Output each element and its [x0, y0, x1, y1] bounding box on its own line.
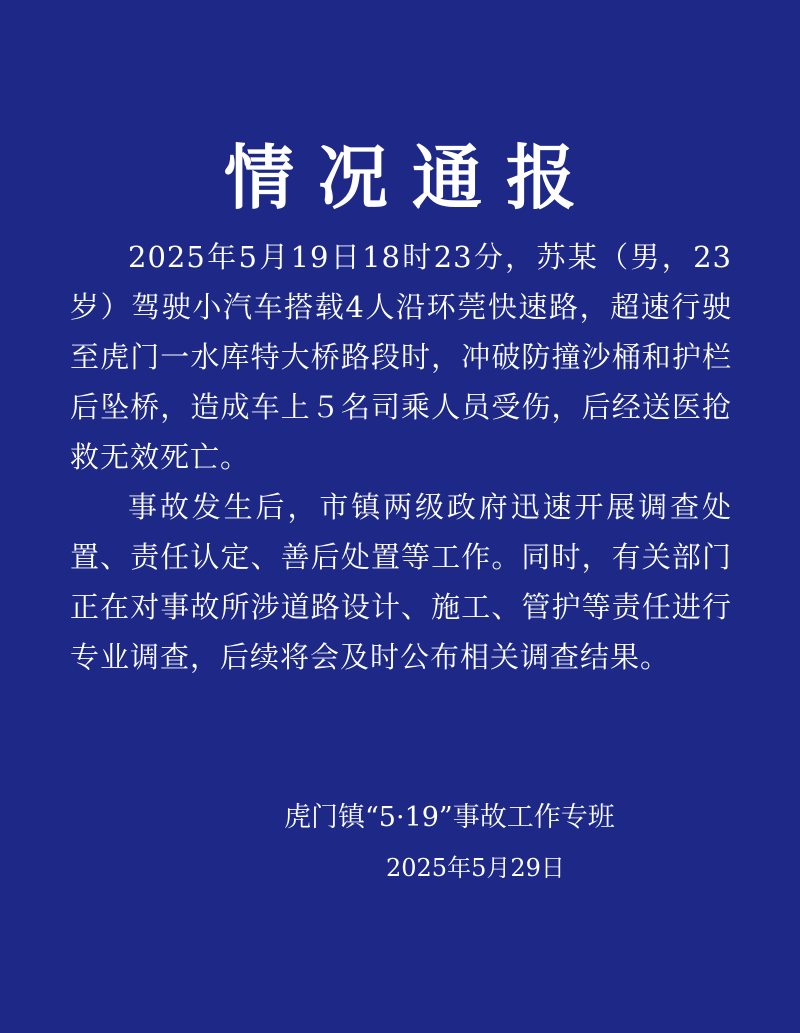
notice-body — [70, 232, 732, 682]
issuer-name: 虎门镇“5·19”事故工作专班 — [284, 802, 615, 833]
body-paragraph-1: 2025年5月19日18时23分，苏某（男，23岁）驾驶小汽车搭载4人沿环莞快速路，超速行驶至虎门一水库特大桥路段时，冲破防撞沙桶和护栏后坠桥，造成车上５名司乘人员受伤，后经送医抢救无效死亡。 — [70, 240, 732, 474]
body-paragraph-2: 事故发生后，市镇两级政府迅速开展调查处置、责任认定、善后处置等工作。同时，有关部门正在对事故所涉道路设计、施工、管护等责任进行专业调查，后续将会及时公布相关调查结果。 — [70, 490, 732, 674]
issue-date: 2025年5月29日 — [386, 854, 565, 882]
notice-title: 情况通报 — [224, 137, 600, 219]
